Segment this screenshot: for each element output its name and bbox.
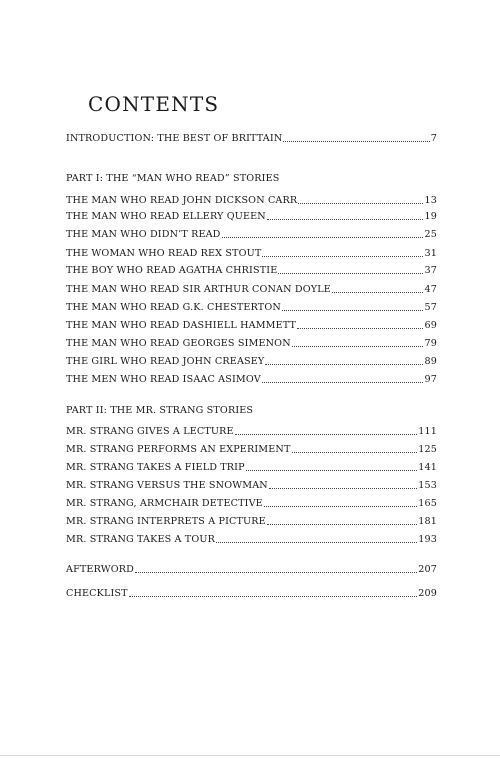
- toc-entry-title: MR. STRANG TAKES A TOUR: [66, 534, 215, 545]
- dot-leader: [262, 255, 423, 257]
- toc-entry[interactable]: [66, 423, 437, 437]
- toc-entry-page: 79: [424, 338, 437, 349]
- dot-leader: [265, 363, 423, 365]
- dot-leader: [264, 505, 417, 507]
- toc-entry-page: 97: [424, 374, 437, 385]
- toc-entry-title: THE MAN WHO READ DASHIELL HAMMETT: [66, 320, 297, 331]
- toc-entry[interactable]: [66, 531, 437, 545]
- dot-leader: [267, 523, 417, 525]
- toc-entry[interactable]: [66, 192, 437, 206]
- toc-entry[interactable]: [66, 245, 437, 259]
- toc-entry-page: 207: [418, 564, 437, 575]
- toc-entry-title: THE GIRL WHO READ JOHN CREASEY: [66, 356, 265, 367]
- toc-entry[interactable]: [66, 353, 437, 367]
- page-bottom-edge: [0, 755, 500, 756]
- dot-leader: [297, 327, 423, 329]
- toc-entry-title: AFTERWORD: [66, 564, 134, 575]
- toc-entry-checklist[interactable]: [66, 585, 437, 599]
- toc-entry[interactable]: [66, 477, 437, 491]
- toc-entry-page: 89: [424, 356, 437, 367]
- toc-entry-title: THE MAN WHO READ GEORGES SIMENON: [66, 338, 291, 349]
- toc-entry-title: THE WOMAN WHO READ REX STOUT: [66, 248, 262, 259]
- dot-leader: [235, 433, 418, 435]
- toc-entry-page: 111: [418, 426, 437, 437]
- toc-entry-page: 165: [418, 498, 437, 509]
- toc-entry[interactable]: [66, 459, 437, 473]
- dot-leader: [246, 469, 418, 471]
- dot-leader: [292, 451, 418, 453]
- toc-entry[interactable]: [66, 226, 437, 240]
- toc-entry-title: INTRODUCTION: THE BEST OF BRITTAIN: [66, 133, 283, 144]
- toc-entry-title: CHECKLIST: [66, 588, 128, 599]
- toc-entry-title: MR. STRANG VERSUS THE SNOWMAN: [66, 480, 268, 491]
- dot-leader: [292, 345, 424, 347]
- part-2-heading: PART II: THE MR. STRANG STORIES: [66, 405, 254, 416]
- toc-entry-introduction[interactable]: [66, 130, 437, 144]
- page-title: CONTENTS: [88, 92, 220, 116]
- toc-entry-title: THE MAN WHO READ G.K. CHESTERTON: [66, 302, 281, 313]
- toc-entry-title: THE MAN WHO READ SIR ARTHUR CONAN DOYLE: [66, 284, 331, 295]
- toc-entry-page: 19: [424, 211, 437, 222]
- dot-leader: [135, 571, 417, 573]
- toc-entry-page: 125: [418, 444, 437, 455]
- dot-leader: [262, 381, 424, 383]
- toc-entry-page: 57: [424, 302, 437, 313]
- toc-entry-title: MR. STRANG INTERPRETS A PICTURE: [66, 516, 266, 527]
- toc-entry[interactable]: [66, 262, 437, 276]
- toc-entry[interactable]: [66, 441, 437, 455]
- toc-entry-title: THE MAN WHO READ JOHN DICKSON CARR: [66, 195, 298, 206]
- toc-entry[interactable]: [66, 335, 437, 349]
- toc-entry-page: 13: [424, 195, 437, 206]
- toc-entry-title: MR. STRANG GIVES A LECTURE: [66, 426, 234, 437]
- dot-leader: [222, 236, 424, 238]
- toc-entry-page: 209: [418, 588, 437, 599]
- toc-entry-title: THE BOY WHO READ AGATHA CHRISTIE: [66, 265, 278, 276]
- toc-entry-page: 47: [424, 284, 437, 295]
- dot-leader: [282, 309, 424, 311]
- toc-entry-title: THE MAN WHO READ ELLERY QUEEN: [66, 211, 266, 222]
- dot-leader: [332, 291, 424, 293]
- toc-entry[interactable]: [66, 299, 437, 313]
- dot-leader: [278, 272, 423, 274]
- toc-entry-title: MR. STRANG, ARMCHAIR DETECTIVE: [66, 498, 263, 509]
- toc-entry-page: 31: [424, 248, 437, 259]
- toc-entry-title: THE MEN WHO READ ISAAC ASIMOV: [66, 374, 261, 385]
- toc-entry-page: 141: [418, 462, 437, 473]
- toc-entry[interactable]: [66, 495, 437, 509]
- toc-entry-page: 7: [430, 133, 437, 144]
- toc-entry-page: 25: [424, 229, 437, 240]
- dot-leader: [283, 140, 429, 142]
- dot-leader: [298, 202, 423, 204]
- dot-leader: [269, 487, 417, 489]
- toc-entry-afterword[interactable]: [66, 561, 437, 575]
- toc-entry-page: 69: [424, 320, 437, 331]
- dot-leader: [129, 595, 418, 597]
- dot-leader: [216, 541, 417, 543]
- toc-entry[interactable]: [66, 371, 437, 385]
- dot-leader: [267, 218, 424, 220]
- toc-entry-title: MR. STRANG TAKES A FIELD TRIP: [66, 462, 245, 473]
- toc-entry-page: 181: [418, 516, 437, 527]
- toc-entry[interactable]: [66, 513, 437, 527]
- toc-entry-title: MR. STRANG PERFORMS AN EXPERIMENT: [66, 444, 291, 455]
- part-1-heading: PART I: THE “MAN WHO READ” STORIES: [66, 173, 280, 184]
- toc-entry-page: 37: [424, 265, 437, 276]
- toc-entry[interactable]: [66, 281, 437, 295]
- toc-entry[interactable]: [66, 317, 437, 331]
- toc-entry-title: THE MAN WHO DIDN’T READ: [66, 229, 221, 240]
- toc-entry-page: 193: [418, 534, 437, 545]
- toc-entry-page: 153: [418, 480, 437, 491]
- toc-entry[interactable]: [66, 208, 437, 222]
